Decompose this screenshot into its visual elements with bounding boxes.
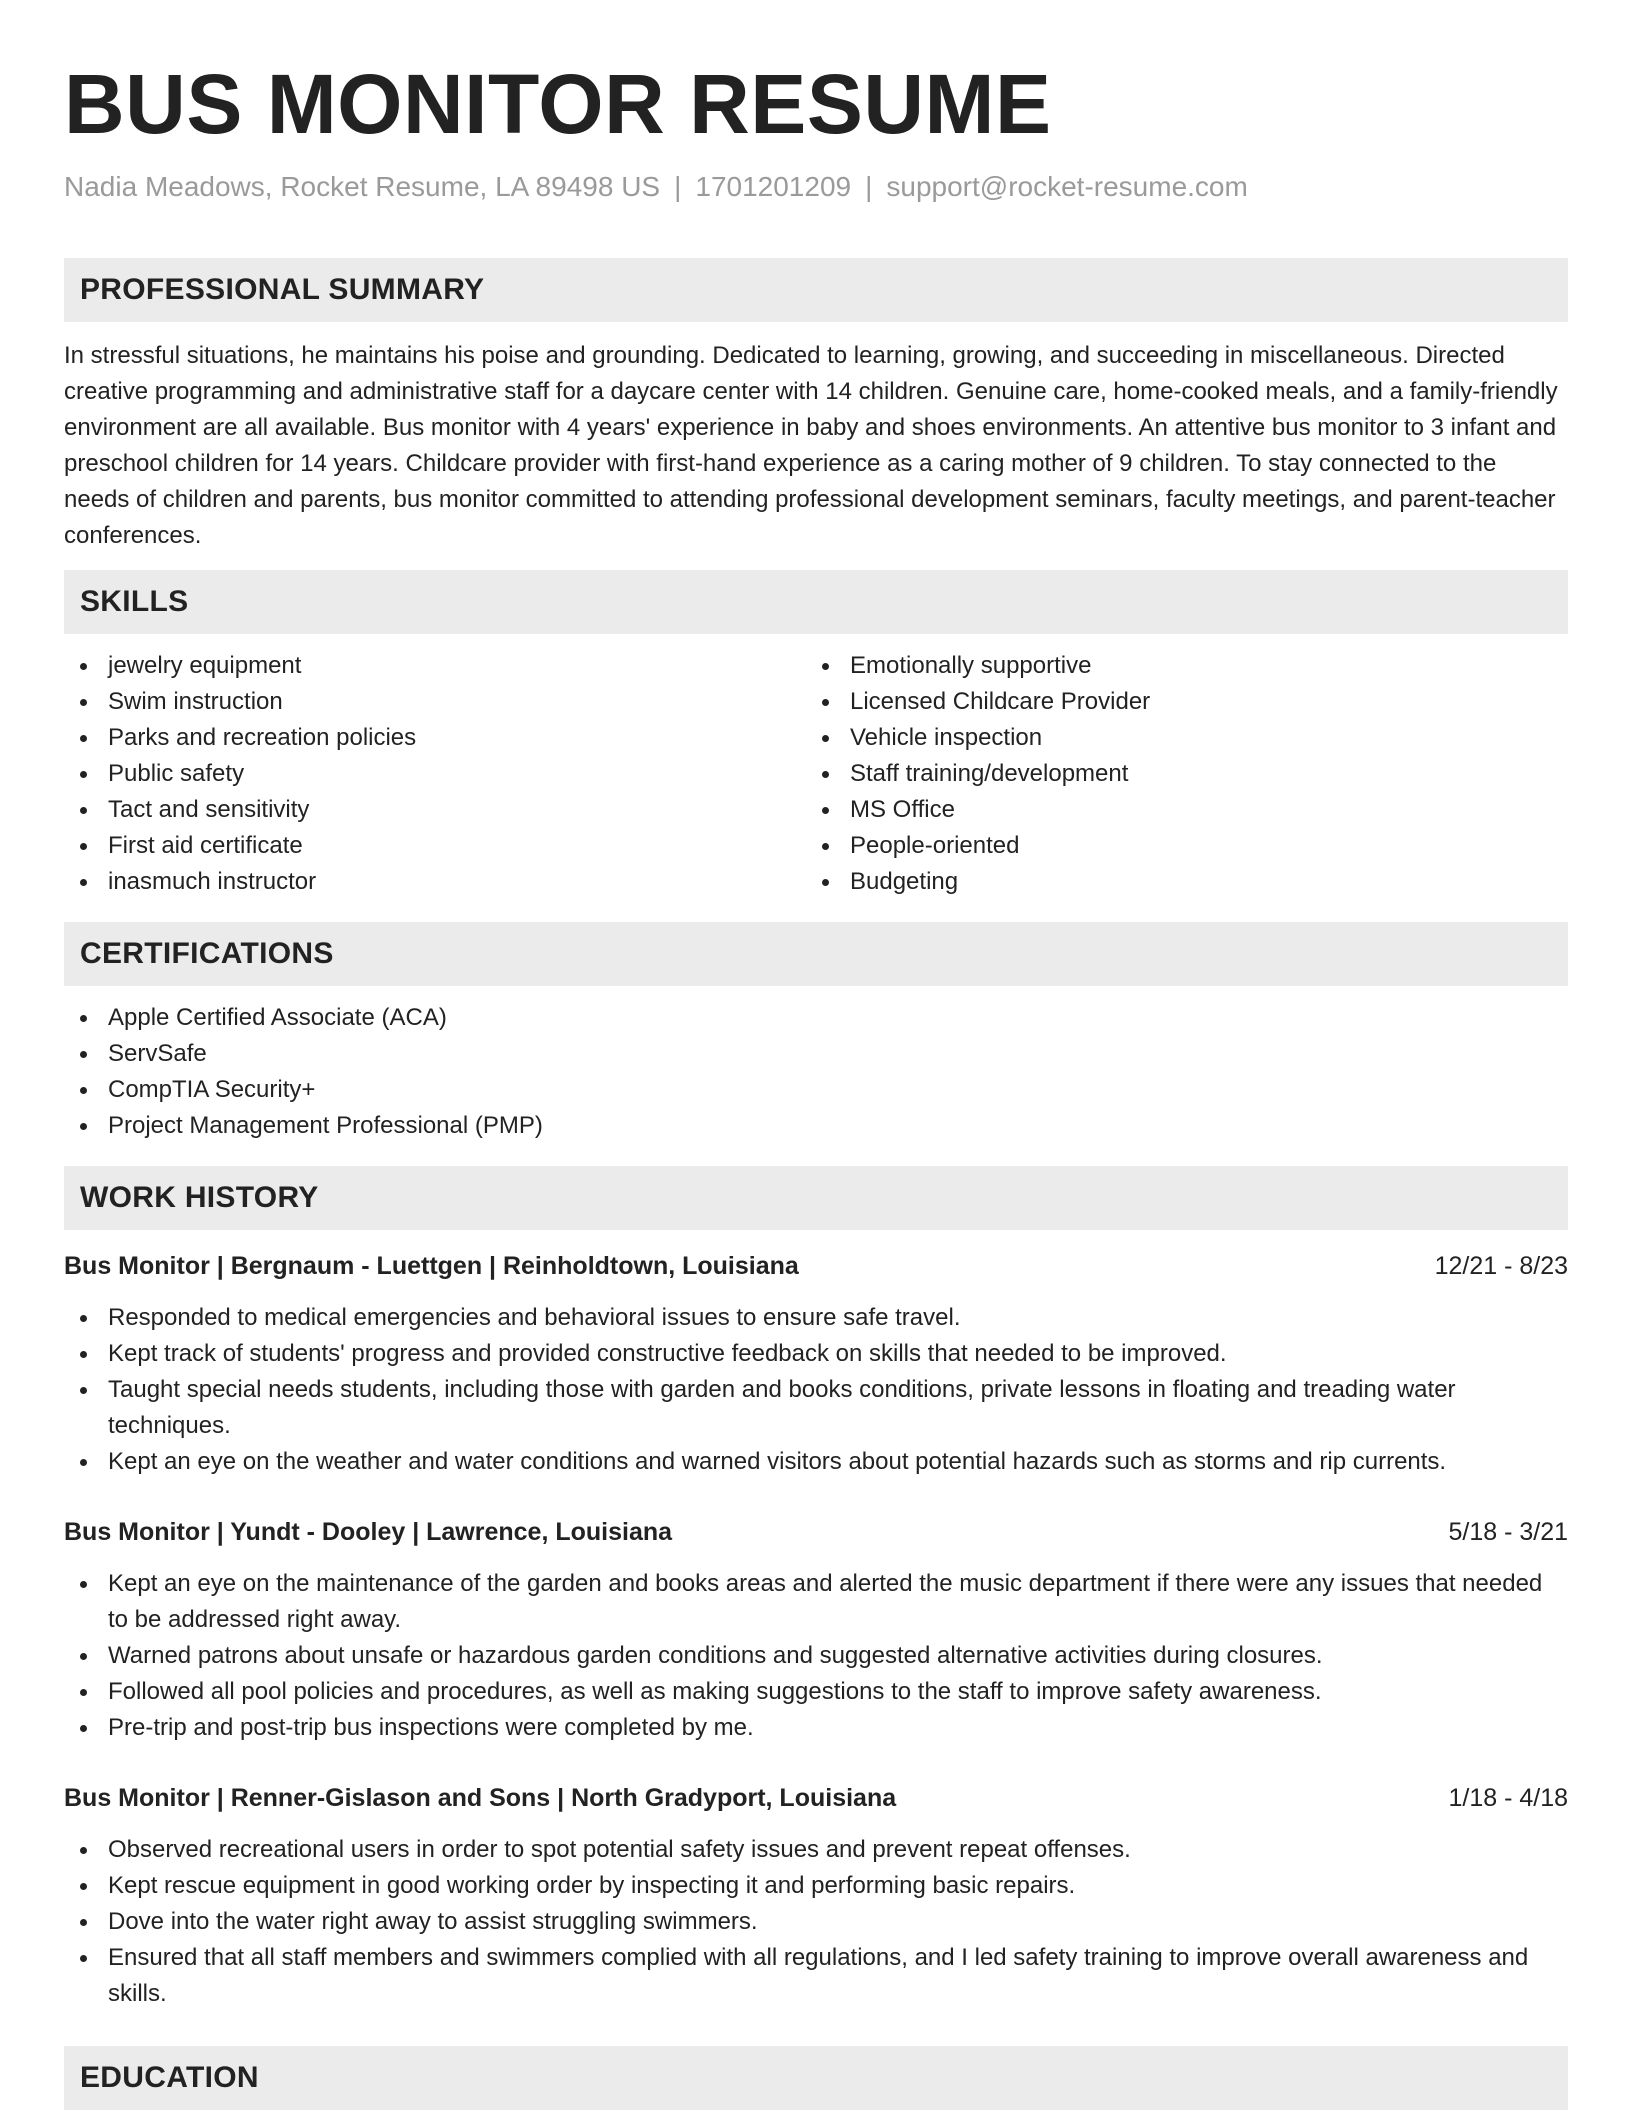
skill-item: jewelry equipment: [64, 648, 806, 684]
bullet-dot: [80, 807, 87, 814]
job-bullet: Kept track of students' progress and provided constructive feedback on skills that needed to be improved.: [64, 1336, 1568, 1372]
contact-line: [64, 170, 1568, 204]
job-title: Bus Monitor | Yundt - Dooley | Lawrence, Louisiana: [64, 1518, 673, 1546]
job-header: [64, 1248, 1568, 1284]
bullet-dot: [80, 1919, 87, 1926]
job-header: [64, 1514, 1568, 1550]
job-bullet: Ensured that all staff members and swimmers complied with all regulations, and I led safety training to improve overall awareness and skills.: [64, 1940, 1568, 2012]
job-title: Bus Monitor | Renner-Gislason and Sons | North Gradyport, Louisiana: [64, 1784, 897, 1812]
bullet-dot: [80, 771, 87, 778]
bullet-dot: [822, 735, 829, 742]
contact-separator: |: [865, 171, 873, 202]
bullet-dot: [80, 879, 87, 886]
bullet-dot: [80, 1725, 87, 1732]
skills-grid: [64, 648, 1568, 900]
contact-phone: 1701201209: [695, 171, 852, 202]
bullet-dot: [822, 843, 829, 850]
certification-item: Project Management Professional (PMP): [64, 1108, 1568, 1144]
certification-item: CompTIA Security+: [64, 1072, 1568, 1108]
job-bullet: Responded to medical emergencies and behavioral issues to ensure safe travel.: [64, 1300, 1568, 1336]
job-bullet: Warned patrons about unsafe or hazardous garden conditions and suggested alternative activities during closures.: [64, 1638, 1568, 1674]
job-bullet: Kept rescue equipment in good working order by inspecting it and performing basic repairs.: [64, 1868, 1568, 1904]
section-header-certifications: CERTIFICATIONS: [64, 922, 1568, 986]
bullet-dot: [80, 1051, 87, 1058]
summary-text: In stressful situations, he maintains his poise and grounding. Dedicated to learning, growing, and succeeding in miscellaneous. Directed creative programming and administrative staff for a daycare center with 14 children. Genuine care, home-cooked meals, and a family-friendly environment are all available. Bus monitor with 4 years' experience in baby and shoes environments. An attentive bus monitor to 3 infant and preschool children for 14 years. Childcare provider with first-hand experience as a caring mother of 9 children. To stay connected to the needs of children and parents, bus monitor committed to attending professional development seminars, faculty meetings, and parent-teacher conferences.: [64, 342, 1558, 549]
job-bullets: [64, 1566, 1568, 1746]
bullet-dot: [822, 699, 829, 706]
section-header-work-history: WORK HISTORY: [64, 1166, 1568, 1230]
bullet-dot: [80, 1387, 87, 1394]
bullet-dot: [80, 1351, 87, 1358]
job-bullets: [64, 1300, 1568, 1480]
job-bullets: [64, 1832, 1568, 2012]
bullet-dot: [80, 1689, 87, 1696]
job-dates: 12/21 - 8/23: [1434, 1252, 1568, 1280]
certification-item: Apple Certified Associate (ACA): [64, 1000, 1568, 1036]
job-entry: [64, 1514, 1568, 1746]
skill-item: MS Office: [806, 792, 1548, 828]
skill-item: Staff training/development: [806, 756, 1548, 792]
job-bullet: Followed all pool policies and procedures, as well as making suggestions to the staff to improve safety awareness.: [64, 1674, 1568, 1710]
job-bullet: Kept an eye on the weather and water conditions and warned visitors about potential hazards such as storms and rip currents.: [64, 1444, 1568, 1480]
skill-item: inasmuch instructor: [64, 864, 806, 900]
skill-item: Licensed Childcare Provider: [806, 684, 1548, 720]
skill-item: Vehicle inspection: [806, 720, 1548, 756]
bullet-dot: [822, 879, 829, 886]
certifications-list: [64, 1000, 1568, 1144]
job-bullet: Dove into the water right away to assist struggling swimmers.: [64, 1904, 1568, 1940]
section-header-skills: SKILLS: [64, 570, 1568, 634]
skill-item: First aid certificate: [64, 828, 806, 864]
skill-item: Public safety: [64, 756, 806, 792]
bullet-dot: [80, 1955, 87, 1962]
job-bullet: Kept an eye on the maintenance of the garden and books areas and alerted the music department if there were any issues that needed to be addressed right away.: [64, 1566, 1568, 1638]
skills-column-left: [64, 648, 806, 900]
contact-email[interactable]: support@rocket-resume.com: [886, 171, 1248, 202]
skill-item: Tact and sensitivity: [64, 792, 806, 828]
skill-item: Budgeting: [806, 864, 1548, 900]
bullet-dot: [822, 771, 829, 778]
bullet-dot: [80, 1123, 87, 1130]
bullet-dot: [80, 1847, 87, 1854]
resume-page: [64, 0, 1568, 2110]
bullet-dot: [80, 1087, 87, 1094]
bullet-dot: [80, 1459, 87, 1466]
bullet-dot: [822, 663, 829, 670]
bullet-dot: [80, 843, 87, 850]
skills-column-right: [806, 648, 1548, 900]
job-bullet: Observed recreational users in order to spot potential safety issues and prevent repeat offenses.: [64, 1832, 1568, 1868]
bullet-dot: [80, 699, 87, 706]
skill-item: Parks and recreation policies: [64, 720, 806, 756]
bullet-dot: [80, 1581, 87, 1588]
job-dates: 5/18 - 3/21: [1448, 1518, 1568, 1546]
job-bullet: Taught special needs students, including those with garden and books conditions, private lessons in floating and treading water techniques.: [64, 1372, 1568, 1444]
job-entry: [64, 1248, 1568, 1480]
section-header-summary: PROFESSIONAL SUMMARY: [64, 258, 1568, 322]
job-header: [64, 1780, 1568, 1816]
bullet-dot: [80, 1653, 87, 1660]
section-header-education: EDUCATION: [64, 2046, 1568, 2110]
certification-item: ServSafe: [64, 1036, 1568, 1072]
contact-separator: |: [674, 171, 682, 202]
bullet-dot: [80, 1883, 87, 1890]
skill-item: Emotionally supportive: [806, 648, 1548, 684]
resume-title: BUS MONITOR RESUME: [64, 57, 1052, 151]
skill-item: People-oriented: [806, 828, 1548, 864]
skill-item: Swim instruction: [64, 684, 806, 720]
job-entry: [64, 1780, 1568, 2012]
job-title: Bus Monitor | Bergnaum - Luettgen | Reinholdtown, Louisiana: [64, 1252, 799, 1280]
job-dates: 1/18 - 4/18: [1448, 1784, 1568, 1812]
bullet-dot: [822, 807, 829, 814]
bullet-dot: [80, 1315, 87, 1322]
contact-address: Nadia Meadows, Rocket Resume, LA 89498 US: [64, 171, 661, 202]
job-bullet: Pre-trip and post-trip bus inspections were completed by me.: [64, 1710, 1568, 1746]
bullet-dot: [80, 663, 87, 670]
bullet-dot: [80, 1015, 87, 1022]
bullet-dot: [80, 735, 87, 742]
